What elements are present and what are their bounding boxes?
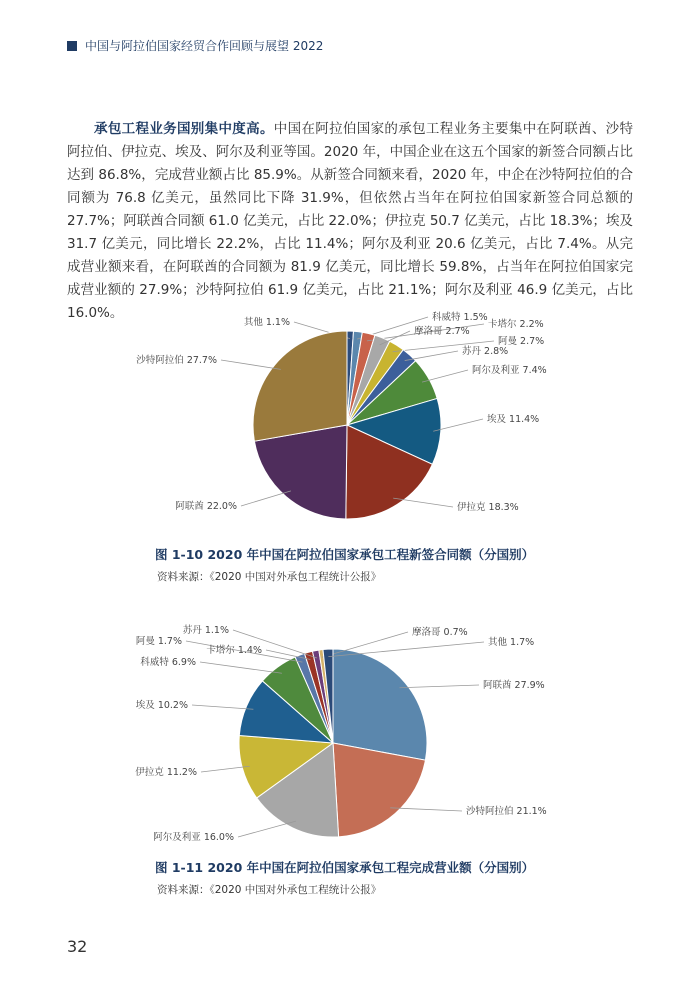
paragraph-body: 中国在阿拉伯国家的承包工程业务主要集中在阿联酋、沙特阿拉伯、伊拉克、埃及、阿尔及利亚等国。2020 年，中国企业在这五个国家的新签合同额占比达到 86.8%，完成营业额占比 85.9%。从新签合同额来看，2020 年，中企在沙特阿拉伯的合同额为 76.8 亿美元，虽然同比下降 31.9%，但依然占当年在阿拉伯国家新签合同总额的 27.7%；阿联酋合同额 61.0 亿美元，占比 22.0%；伊拉克 50.7 亿美元，占比 18.3%；埃及 31.7 亿美元，同比增长 22.2%，占比 11.4%；阿尔及利亚 20.6 亿美元，占比 7.4%。从完成营业额来看，在阿联酋的合同额为 81.9 亿美元，同比增长 59.8%，占当年在阿拉伯国家完成营业额的 27.9%；沙特阿拉伯 61.9 亿美元，占比 21.1%；阿尔及利亚 46.9 亿美元，占比 16.0%。 [67,121,634,321]
pie-leader-line [400,685,479,688]
header-square-icon [67,41,77,51]
pie-leader-line [221,360,281,369]
pie-slice-label: 摩洛哥 2.7% [414,326,470,337]
pie-slice-label: 埃及 11.4% [487,414,540,425]
pie-slice-label: 其他 1.1% [243,317,290,328]
pie-leader-line [390,808,462,811]
pie-leader-line [192,705,253,709]
pie-chart-revenue [0,615,700,850]
pie-chart-svg [0,615,700,850]
pie-slice-label: 沙特阿拉伯 21.1% [466,806,547,817]
pie-slice-label: 苏丹 2.8% [462,346,509,357]
pie-leader-line [200,662,282,673]
pie-slice-label: 阿尔及利亚 16.0% [153,832,234,843]
pie-slice-label: 阿曼 2.7% [498,336,545,347]
pie-leader-line [380,331,410,345]
pie-slice-label: 沙特阿拉伯 27.7% [136,355,217,366]
pie-slice [333,649,427,760]
header-title: 中国与阿拉伯国家经贸合作回顾与展望 2022 [85,39,324,53]
pie-leader-line [328,642,484,657]
running-header [67,37,323,54]
pie-slice-label: 科威特 1.5% [432,312,488,323]
figure-source-1-11: 资料来源：《2020 中国对外承包工程统计公报》 [157,884,382,896]
paragraph-lead: 承包工程业务国别集中度高。 [94,121,274,137]
pie-leader-line [238,821,296,837]
pie-leader-line [405,351,458,361]
pie-slice-label: 埃及 10.2% [135,700,188,711]
pie-slice-label: 阿曼 1.7% [135,636,182,647]
figure-source-1-10: 资料来源：《2020 中国对外承包工程统计公报》 [157,571,382,583]
page-number: 32 [67,937,88,956]
pie-leader-line [422,370,468,382]
figure-caption-1-11: 图 1-11 2020 年中国在阿拉伯国家承包工程完成营业额（分国别） [155,860,535,875]
pie-chart-new-contracts [0,300,700,530]
pie-leader-line [393,498,453,507]
pie-slice-label: 摩洛哥 0.7% [412,627,468,638]
pie-slice-label: 卡塔尔 2.2% [488,319,544,330]
pie-slice-label: 卡塔尔 1.4% [206,645,262,656]
pie-slice-label: 阿尔及利亚 7.4% [472,365,547,376]
figure-caption-1-10: 图 1-10 2020 年中国在阿拉伯国家承包工程新签合同额（分国别） [155,547,535,562]
pie-slice-label: 伊拉克 11.2% [135,767,197,778]
pie-slice-label: 科威特 6.9% [140,657,196,668]
pie-slice [253,331,347,441]
body-paragraph [67,118,633,325]
pie-leader-line [241,491,291,506]
pie-slice-label: 阿联酋 22.0% [175,501,237,512]
pie-chart-svg [0,300,700,530]
pie-slice-label: 阿联酋 27.9% [483,680,545,691]
pie-slice-label: 伊拉克 18.3% [457,502,519,513]
pie-slice-label: 其他 1.7% [488,637,535,648]
pie-slice-label: 苏丹 1.1% [182,625,229,636]
